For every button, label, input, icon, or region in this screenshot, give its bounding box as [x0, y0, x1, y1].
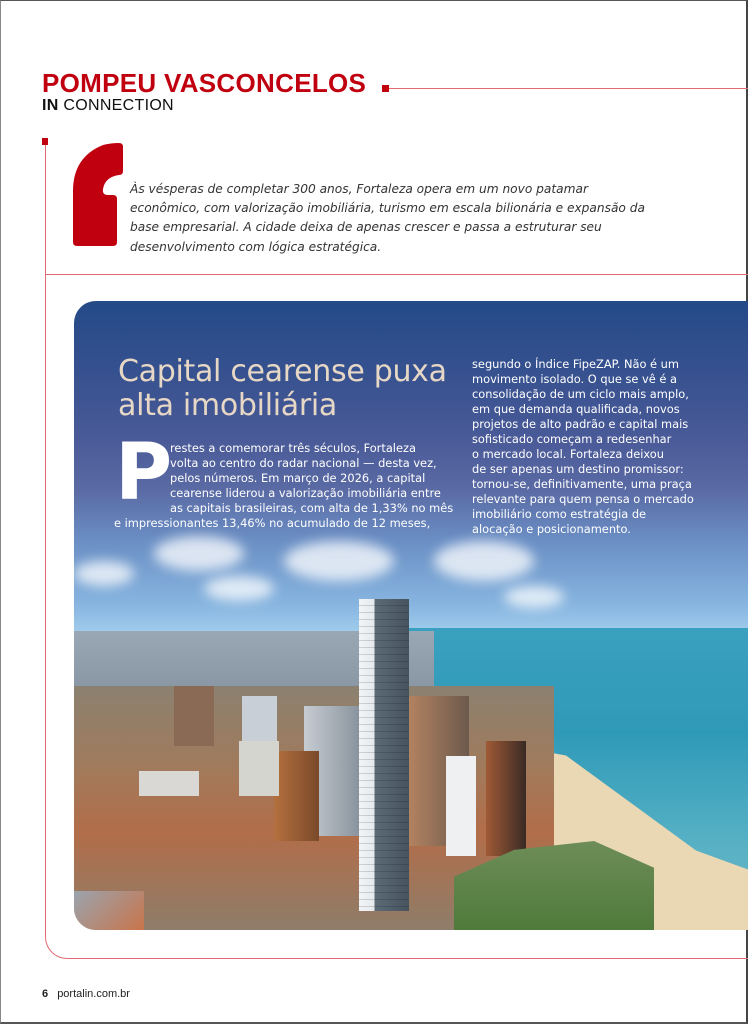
page-number: 6 [42, 988, 49, 1000]
cloud [74, 561, 134, 586]
cloud [154, 536, 244, 571]
guide-vertical-line [45, 145, 46, 275]
text-line: consolidação de um ciclo mais amplo, [472, 387, 689, 401]
pull-quote-text: Às vésperas de completar 300 anos, Fortaleza opera em um novo patamar econômico, com valorização imobiliária, turismo em escala bilionária e expansão da base empresarial. A cidade deixa de apenas crescer e passa a estruturar seu desenvolvimento com lógica estratégica. [130, 182, 645, 254]
text-line: tornou-se, definitivamente, uma praça [472, 477, 692, 491]
article-headline: Capital cearense puxa alta imobiliária [118, 354, 447, 423]
text-line: restes a comemorar três séculos, Fortaleza [170, 441, 416, 455]
text-line: volta ao centro do radar nacional — desta vez, [170, 456, 437, 470]
section-subtitle [42, 97, 174, 115]
building [74, 891, 144, 930]
guide-marker [42, 138, 48, 145]
building [446, 756, 476, 856]
cloud [504, 586, 564, 608]
text-line: cearense liderou a valorização imobiliária entre [170, 486, 441, 500]
hero-photo [74, 301, 748, 930]
drop-cap: P [115, 428, 173, 518]
text-line: pelos números. Em março de 2026, a capital [170, 471, 426, 485]
text-line: o mercado local. Fortaleza deixou [472, 447, 664, 461]
quote-mark-icon [73, 143, 123, 246]
text-line: movimento isolado. O que se vê é a [472, 372, 678, 386]
cloud [204, 576, 274, 601]
cloud [434, 541, 534, 581]
text-line: e impressionantes 13,46% no acumulado de 12 meses, [114, 516, 431, 530]
building [486, 741, 526, 856]
text-line: sofisticado começam a redesenhar [472, 432, 672, 446]
section-title: POMPEU VASCONCELOS [42, 68, 367, 98]
building [274, 751, 319, 841]
article-column-2 [472, 357, 732, 537]
building [139, 771, 199, 796]
text-line: alocação e posicionamento. [472, 522, 631, 536]
text-line: segundo o Índice FipeZAP. Não é um [472, 357, 679, 371]
title-rule [389, 88, 748, 89]
page-footer [42, 988, 130, 1000]
text-line: em que demanda qualificada, novos [472, 402, 680, 416]
building [242, 696, 277, 746]
text-line: projetos de alto padrão e capital mais [472, 417, 689, 431]
building [239, 741, 279, 796]
cloud [284, 541, 394, 581]
text-line: de ser apenas um destino promissor: [472, 462, 684, 476]
text-line: relevante para quem pensa o mercado [472, 492, 694, 506]
article-column-1 [114, 441, 454, 531]
footer-site-link[interactable]: portalin.com.br [57, 988, 130, 1000]
tall-tower [359, 599, 409, 911]
text-line: as capitais brasileiras, com alta de 1,33% no mês [170, 501, 454, 515]
subtitle-rest: CONNECTION [63, 97, 174, 114]
building [174, 686, 214, 746]
subtitle-bold: IN [42, 97, 59, 114]
title-marker [382, 85, 389, 92]
text-line: imobiliário como estratégia de [472, 507, 647, 521]
